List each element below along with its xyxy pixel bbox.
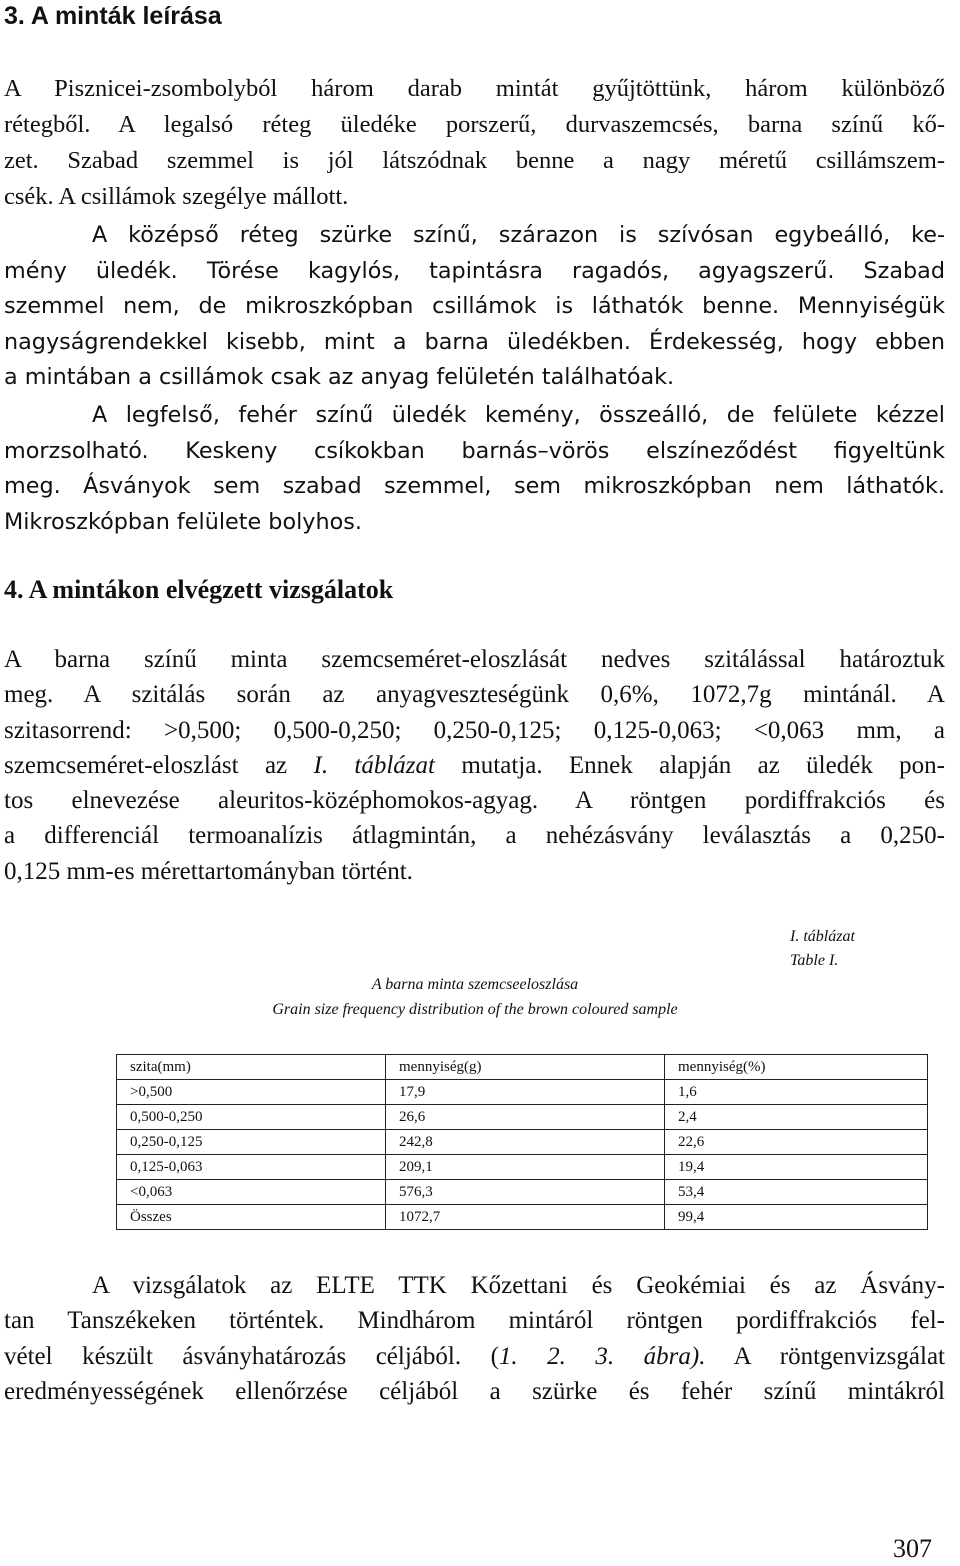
- text-line: szemmel nem, de mikroszkópban csillámok is láthatók benne. Mennyiségük: [4, 293, 945, 320]
- text-line: eredményességének ellenőrzése céljából a szürke és fehér színű mintákról: [4, 1377, 945, 1405]
- paragraph-sieve-analysis: [4, 642, 945, 889]
- text-line: 0,125 mm-es mérettartományban történt.: [4, 857, 413, 885]
- text-line: mény üledék. Törése kagylós, tapintásra ragadós, agyagszerű. Szabad: [4, 257, 945, 284]
- text-line: nagyságrendekkel kisebb, mint a barna üledékben. Érdekesség, hogy ebben: [4, 328, 945, 355]
- table-cell: 0,500-0,250: [117, 1105, 386, 1130]
- table-caption-en: Grain size frequency distribution of the brown coloured sample: [272, 1001, 678, 1018]
- text-line: [4, 1339, 945, 1374]
- table-row-total: [117, 1205, 928, 1230]
- table-header-cell: szita(mm): [117, 1055, 386, 1080]
- table-row: [117, 1180, 928, 1205]
- section-heading-3: 3. A minták leírása: [4, 2, 222, 30]
- table-row: [117, 1130, 928, 1155]
- table-header-cell: mennyiség(%): [665, 1055, 928, 1080]
- table-row: [117, 1080, 928, 1105]
- table-header-cell: mennyiség(g): [386, 1055, 665, 1080]
- table-cell: 242,8: [386, 1130, 665, 1155]
- text-line: A legfelső, fehér színű üledék kemény, összeálló, de felülete kézzel: [92, 402, 945, 428]
- table-caption-hu: A barna minta szemcseeloszlása: [371, 976, 579, 993]
- table-cell: Összes: [117, 1205, 386, 1230]
- text-line: tos elnevezése aleuritos-középhomokos-agyag. A röntgen pordiffrakciós és: [4, 787, 945, 815]
- grain-size-table: [116, 1054, 928, 1230]
- text-line: morzsolható. Keskeny csíkokban barnás–vörös elszíneződést figyeltünk: [4, 437, 945, 464]
- text-line: meg. Ásványok sem szabad szemmel, sem mikroszkópban nem láthatók.: [4, 473, 945, 500]
- table-cell: 17,9: [386, 1080, 665, 1105]
- table-reference: I. táblázat: [313, 751, 435, 779]
- table-cell: 576,3: [386, 1180, 665, 1205]
- table-row: [117, 1155, 928, 1180]
- table-cell: 53,4: [665, 1180, 928, 1205]
- text-line: a differenciál termoanalízis átlagmintán, a nehézásvány leválasztás a 0,250-: [4, 822, 945, 850]
- table-cell: 1072,7: [386, 1205, 665, 1230]
- paragraph-sample-description-middle: [4, 218, 945, 396]
- paragraph-sample-description-lower: [4, 71, 945, 215]
- text-line: [4, 748, 945, 783]
- table-cell: 19,4: [665, 1155, 928, 1180]
- text-line: szitasorrend: >0,500; 0,500-0,250; 0,250-0,125; 0,125-0,063; <0,063 mm, a: [4, 716, 945, 744]
- table-cell: 0,250-0,125: [117, 1130, 386, 1155]
- text-line: A vizsgálatok az ELTE TTK Kőzettani és Geokémiai és az Ásvány-: [92, 1272, 945, 1299]
- paragraph-sample-description-upper: [4, 398, 945, 540]
- text-line: A Pisznicei-zsombolyból három darab mintát gyűjtöttünk, három különböző: [4, 75, 945, 102]
- table-cell: 2,4: [665, 1105, 928, 1130]
- table-label-en: Table I.: [790, 952, 839, 969]
- text-line: A barna színű minta szemcseméret-eloszlását nedves szitálással határoztuk: [4, 646, 945, 673]
- table-cell: 22,6: [665, 1130, 928, 1155]
- text-line: rétegből. A legalsó réteg üledéke porszerű, durvaszemcsés, barna színű kő-: [4, 111, 945, 138]
- text-line: zet. Szabad szemmel is jól látszódnak benne a nagy méretű csillámszem-: [4, 147, 945, 174]
- page-number: 307: [893, 1534, 932, 1563]
- text-line: a mintában a csillámok csak az anyag felületén találhatóak.: [4, 364, 675, 391]
- table-row: [117, 1105, 928, 1130]
- table-cell: 0,125-0,063: [117, 1155, 386, 1180]
- paragraph-lab-info: [4, 1268, 945, 1409]
- table-cell: <0,063: [117, 1180, 386, 1205]
- text-segment: szemcseméret-eloszlást az: [4, 751, 314, 779]
- text-line: meg. A szitálás során az anyagveszteségünk 0,6%, 1072,7g mintánál. A: [4, 681, 945, 709]
- text-line: tan Tanszékeken történtek. Mindhárom mintáról röntgen pordiffrakciós fel-: [4, 1307, 945, 1335]
- table-label-hu: I. táblázat: [790, 928, 855, 945]
- text-segment: A röntgenvizsgálat: [705, 1342, 945, 1370]
- text-line: A középső réteg szürke színű, szárazon is szívósan egybeálló, ke-: [92, 222, 945, 248]
- section-heading-4: 4. A mintákon elvégzett vizsgálatok: [4, 575, 394, 604]
- table-caption: [150, 972, 800, 1022]
- table-cell: 99,4: [665, 1205, 928, 1230]
- table-label: [790, 925, 900, 973]
- text-line: Mikroszkópban felülete bolyhos.: [4, 508, 362, 535]
- table-cell: >0,500: [117, 1080, 386, 1105]
- text-segment: vétel készült ásványhatározás céljából. (: [4, 1342, 499, 1370]
- table-cell: 209,1: [386, 1155, 665, 1180]
- table-header-row: [117, 1055, 928, 1080]
- figure-reference: 1. 2. 3. ábra).: [498, 1342, 706, 1370]
- text-line: csék. A csillámok szegélye mállott.: [4, 183, 349, 210]
- table-cell: 26,6: [386, 1105, 665, 1130]
- text-segment: mutatja. Ennek alapján az üledék pon-: [435, 751, 945, 779]
- table-cell: 1,6: [665, 1080, 928, 1105]
